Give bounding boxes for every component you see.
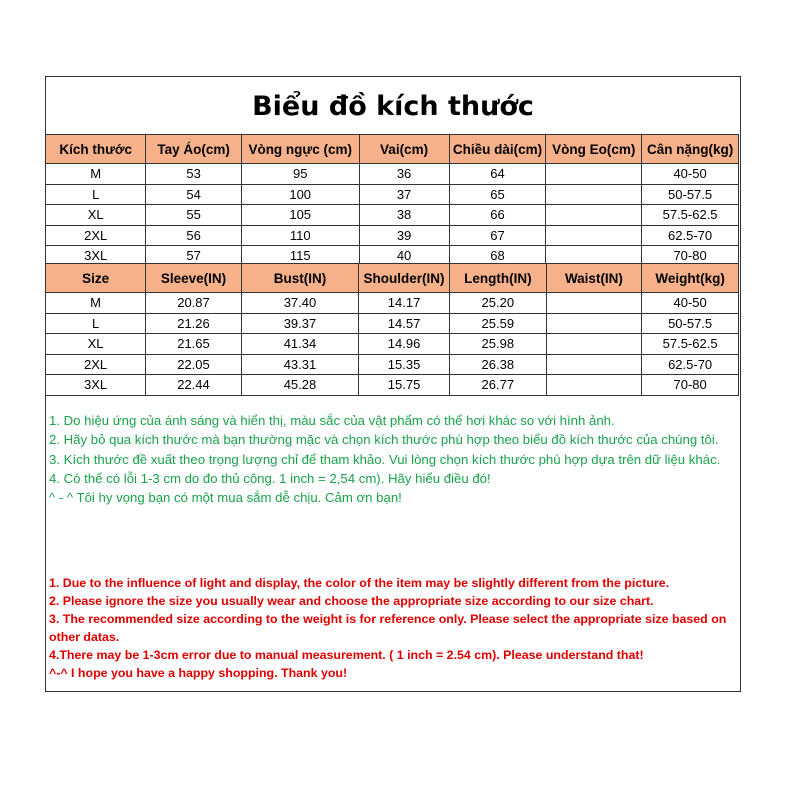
table-cell: 40-50 xyxy=(642,164,739,185)
table-cell: 20.87 xyxy=(146,293,242,314)
header-cell: Shoulder(IN) xyxy=(359,264,450,293)
table-cell: 3XL xyxy=(46,246,146,267)
table-cell: 100 xyxy=(241,184,359,205)
note-line: 2. Please ignore the size you usually wear and choose the appropriate size according to our size chart. xyxy=(49,594,654,608)
table-cell: 25.20 xyxy=(449,293,546,314)
notes-vietnamese xyxy=(49,411,737,507)
table-header-row xyxy=(46,135,739,164)
table-cell: 64 xyxy=(449,164,546,185)
table-cell: 25.98 xyxy=(449,334,546,355)
note-line: 4.There may be 1-3cm error due to manual measurement. ( 1 inch = 2.54 cm). Please understand that! xyxy=(49,648,644,662)
table-cell: 115 xyxy=(241,246,359,267)
table-cell: 22.44 xyxy=(146,375,242,396)
table-cell: 57.5-62.5 xyxy=(642,334,739,355)
table-cell: 65 xyxy=(449,184,546,205)
table-cell xyxy=(546,164,642,185)
header-cell: Length(IN) xyxy=(449,264,546,293)
table-cell: 56 xyxy=(146,225,241,246)
table-cell: 40-50 xyxy=(642,293,739,314)
header-cell: Vai(cm) xyxy=(359,135,449,164)
table-cell: 70-80 xyxy=(642,246,739,267)
header-cell: Bust(IN) xyxy=(241,264,358,293)
table-cell xyxy=(546,334,642,355)
table-cell: M xyxy=(46,164,146,185)
table-cell: 39.37 xyxy=(241,313,358,334)
table-cell: 14.96 xyxy=(359,334,450,355)
table-cell: 57 xyxy=(146,246,241,267)
table-cell: 15.35 xyxy=(359,354,450,375)
table-cell: 68 xyxy=(449,246,546,267)
table-cell xyxy=(546,354,642,375)
note-line: 2. Hãy bỏ qua kích thước mà bạn thường mặc và chọn kích thước phù hợp theo biểu đồ kích thước của chúng tôi. xyxy=(49,432,719,448)
notes-english xyxy=(49,574,737,682)
table-cell: 26.77 xyxy=(449,375,546,396)
header-cell: Waist(IN) xyxy=(546,264,642,293)
table-cell: 21.65 xyxy=(146,334,242,355)
table-cell: 14.17 xyxy=(359,293,450,314)
table-cell: 50-57.5 xyxy=(642,313,739,334)
table-cell: 66 xyxy=(449,205,546,226)
header-cell: Kích thước xyxy=(46,135,146,164)
header-cell: Vòng Eo(cm) xyxy=(546,135,642,164)
table-cell xyxy=(546,293,642,314)
table-cell: 37.40 xyxy=(241,293,358,314)
table-cell: 36 xyxy=(359,164,449,185)
table-cell: 105 xyxy=(241,205,359,226)
chart-title: Biểu đồ kích thước xyxy=(252,91,534,122)
table-cell: 14.57 xyxy=(359,313,450,334)
table-cell: M xyxy=(46,293,146,314)
table-cell xyxy=(546,184,642,205)
table-cell: 55 xyxy=(146,205,241,226)
note-line: 3. The recommended size according to the weight is for reference only. Please select the appropriate size based on other datas. xyxy=(49,612,727,644)
table-cell: 95 xyxy=(241,164,359,185)
table-cell: 57.5-62.5 xyxy=(642,205,739,226)
table-row xyxy=(46,293,739,314)
table-cell: 62.5-70 xyxy=(642,354,739,375)
table-cell: 22.05 xyxy=(146,354,242,375)
table-cell: 45.28 xyxy=(241,375,358,396)
table-row xyxy=(46,354,739,375)
table-row xyxy=(46,205,739,226)
note-line: ^ - ^ Tôi hy vọng bạn có một mua sắm dễ chịu. Cảm ơn bạn! xyxy=(49,490,402,506)
table-cell: 21.26 xyxy=(146,313,242,334)
table-cell: L xyxy=(46,184,146,205)
table-cell: L xyxy=(46,313,146,334)
header-cell: Sleeve(IN) xyxy=(146,264,242,293)
table-cell: 3XL xyxy=(46,375,146,396)
header-cell: Vòng ngực (cm) xyxy=(241,135,359,164)
table-cell xyxy=(546,205,642,226)
table-row xyxy=(46,375,739,396)
table-row xyxy=(46,225,739,246)
table-cell: 41.34 xyxy=(241,334,358,355)
table-cell: 2XL xyxy=(46,354,146,375)
note-line: 3. Kích thước đề xuất theo trọng lượng chỉ để tham khảo. Vui lòng chọn kích thước phù hợp dựa trên dữ liệu khác. xyxy=(49,451,721,467)
header-cell: Chiều dài(cm) xyxy=(449,135,546,164)
table-row xyxy=(46,164,739,185)
table-cell: XL xyxy=(46,205,146,226)
header-cell: Size xyxy=(46,264,146,293)
header-cell: Tay Áo(cm) xyxy=(146,135,241,164)
table-cell: 54 xyxy=(146,184,241,205)
note-line: 1. Do hiệu ứng của ánh sáng và hiển thị, màu sắc của vật phẩm có thể hơi khác so với hình ảnh. xyxy=(49,413,615,428)
table-cell: 70-80 xyxy=(642,375,739,396)
table-cell: 2XL xyxy=(46,225,146,246)
table-cell: 38 xyxy=(359,205,449,226)
table-cell: 62.5-70 xyxy=(642,225,739,246)
table-row xyxy=(46,334,739,355)
note-line: ^-^ I hope you have a happy shopping. Thank you! xyxy=(49,666,348,680)
table-cell: 26.38 xyxy=(449,354,546,375)
header-cell: Cân nặng(kg) xyxy=(642,135,739,164)
table-cell: 39 xyxy=(359,225,449,246)
table-cell xyxy=(546,225,642,246)
table-row xyxy=(46,313,739,334)
note-line: 4. Có thể có lỗi 1-3 cm do đo thủ công. 1 inch = 2,54 cm). Hãy hiểu điều đó! xyxy=(49,470,491,486)
table-cell: 110 xyxy=(241,225,359,246)
table-cell: 53 xyxy=(146,164,241,185)
table-cell: 37 xyxy=(359,184,449,205)
size-table-cm xyxy=(45,134,739,267)
table-cell xyxy=(546,313,642,334)
table-cell xyxy=(546,375,642,396)
table-cell: 25.59 xyxy=(449,313,546,334)
table-cell: 67 xyxy=(449,225,546,246)
header-cell: Weight(kg) xyxy=(642,264,739,293)
size-table-inch xyxy=(45,263,739,396)
size-chart-frame xyxy=(45,76,741,692)
table-row xyxy=(46,184,739,205)
table-cell: XL xyxy=(46,334,146,355)
table-cell: 43.31 xyxy=(241,354,358,375)
table-cell: 40 xyxy=(359,246,449,267)
table-cell: 50-57.5 xyxy=(642,184,739,205)
table-cell: 15.75 xyxy=(359,375,450,396)
note-line: 1. Due to the influence of light and display, the color of the item may be slightly different from the picture. xyxy=(49,576,670,590)
table-header-row xyxy=(46,264,739,293)
